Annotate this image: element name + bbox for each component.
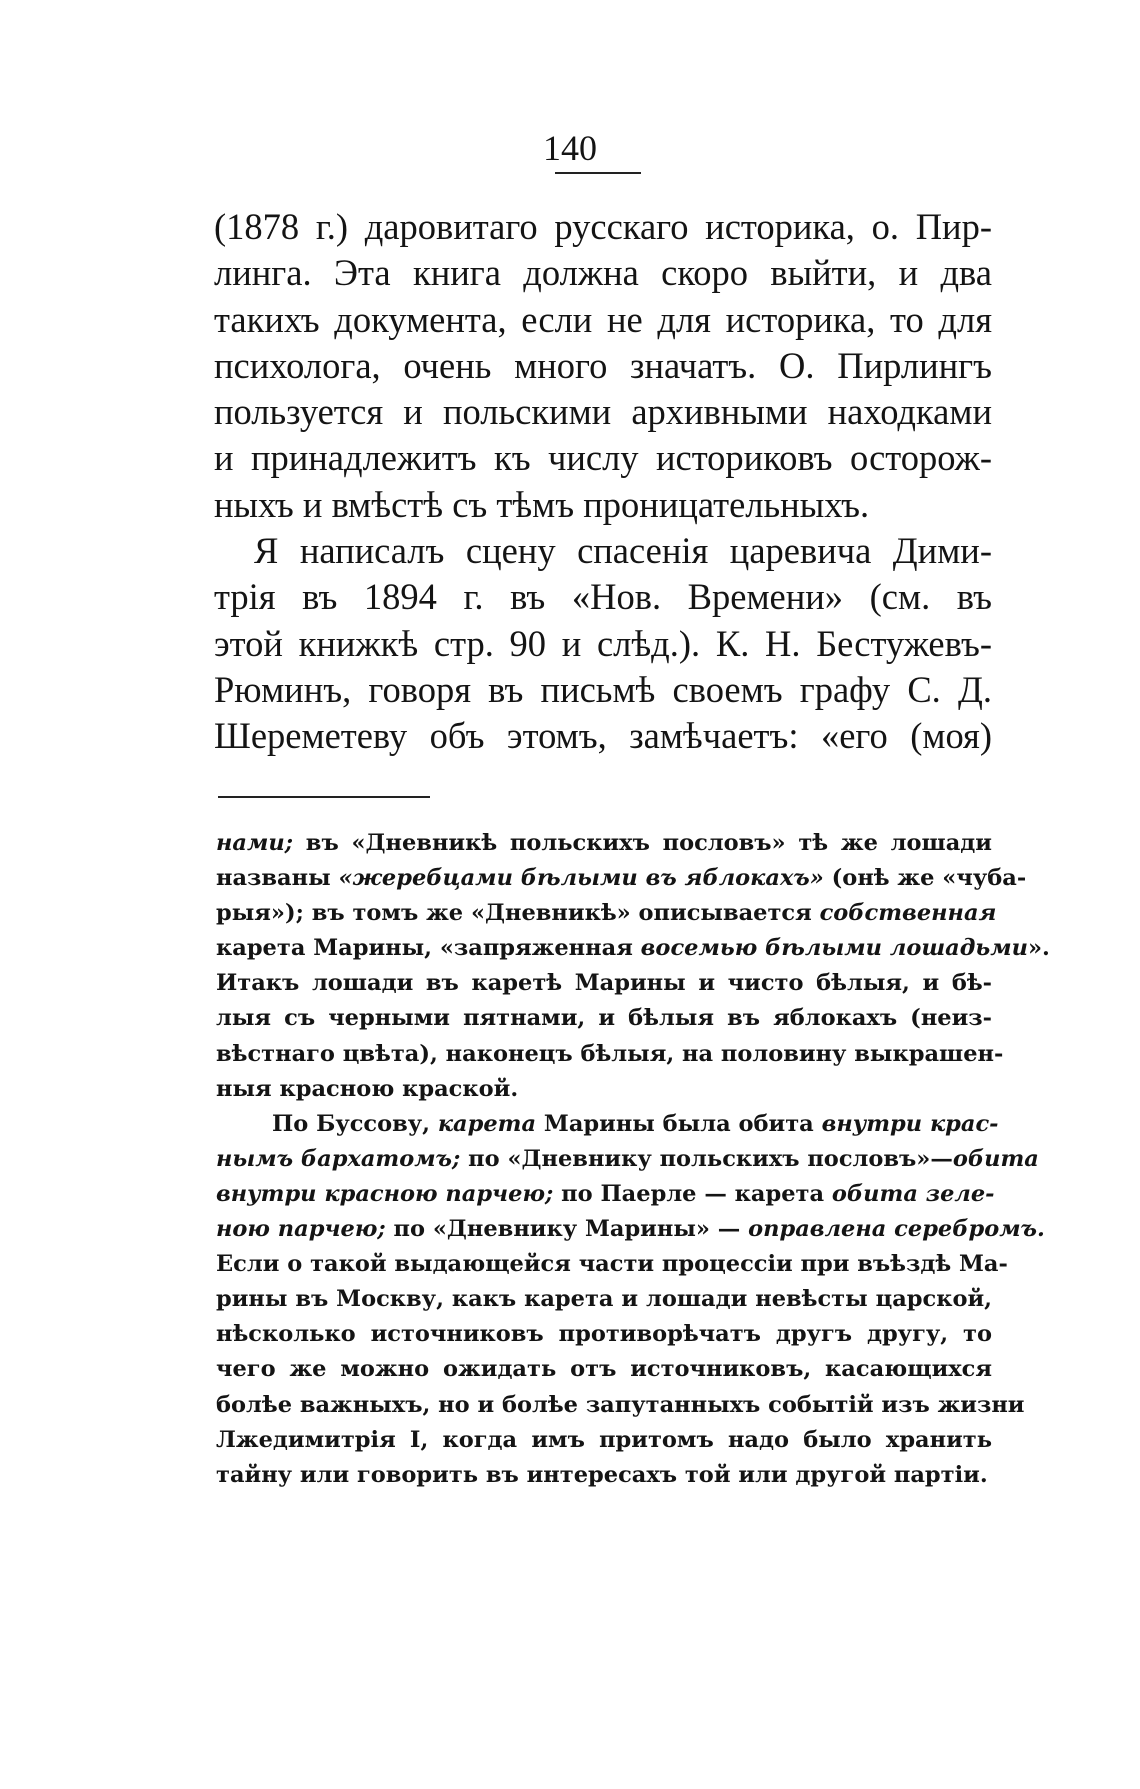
footnote-segment: рины въ Москву, какъ карета и лошади невѣсты царской, xyxy=(216,1286,992,1313)
footnote-line xyxy=(216,1212,1045,1247)
footnote-segment: нѣсколько источниковъ противорѣчатъ другъ другу, то xyxy=(216,1321,992,1348)
main-text-line: ныхъ и вмѣстѣ съ тѣмъ проницательныхъ. xyxy=(214,483,870,525)
page-number-underline xyxy=(555,172,641,174)
footnote-line xyxy=(216,1388,1025,1423)
footnote-separator xyxy=(218,796,430,798)
footnote-segment: лыя съ черными пятнами, и бѣлыя въ яблокахъ (неиз- xyxy=(216,1005,992,1032)
footnote-segment: чего же можно ожидать отъ источниковъ, касающихся xyxy=(216,1356,992,1383)
footnote-line xyxy=(216,1247,1008,1282)
footnote-body xyxy=(216,826,1050,1493)
footnote-italic-segment: оправлена серебромъ. xyxy=(748,1216,1045,1243)
footnote-segment: ныя красною краской. xyxy=(216,1075,519,1102)
footnote-segment: Итакъ лошади въ каретѣ Марины и чисто бѣлыя, и бѣ- xyxy=(216,970,992,997)
main-text-body xyxy=(214,204,992,760)
footnote-segment: болѣе важныхъ, но и болѣе запутанныхъ событій изъ жизни xyxy=(216,1391,1025,1418)
footnote-line xyxy=(216,1037,1004,1072)
footnote-italic-segment: обита xyxy=(952,1145,1039,1172)
footnote-line xyxy=(216,931,1050,966)
main-text-line: и принадлежитъ къ числу историковъ осторож- xyxy=(214,437,992,479)
footnote-segment: по «Дневнику польскихъ пословъ»— xyxy=(460,1145,953,1172)
main-text-line: линга. Эта книга должна скоро выйти, и два xyxy=(214,252,992,294)
page-number: 140 xyxy=(543,128,597,168)
footnote-line xyxy=(216,1458,992,1493)
footnote-italic-segment: внутри красною парчею; xyxy=(216,1180,554,1207)
main-text-line: такихъ документа, если не для историка, то для xyxy=(214,298,992,340)
main-text-line: пользуется и польскими архивными находками xyxy=(214,391,992,433)
main-text-line: трія въ 1894 г. въ «Нов. Времени» (см. въ xyxy=(214,576,992,618)
footnote-line xyxy=(216,861,1027,896)
footnote-italic-segment: «жеребцами бѣлыми въ яблокахъ» xyxy=(338,865,824,892)
footnote-segment: вѣстнаго цвѣта), наконецъ бѣлыя, на половину выкрашен- xyxy=(216,1040,1004,1067)
footnote-italic-segment: нымъ бархатомъ; xyxy=(216,1145,461,1172)
footnote-line xyxy=(216,1072,992,1107)
footnote-segment: ». xyxy=(1027,935,1050,962)
footnote-segment: по «Дневнику Марины» — xyxy=(385,1216,749,1243)
footnote-segment: карета Марины, «запряженная xyxy=(216,935,641,962)
footnote-line xyxy=(216,966,992,1001)
footnote-segment: названы xyxy=(216,865,339,892)
footnote-italic-segment: обита зеле- xyxy=(831,1180,995,1207)
footnote-segment: въ «Дневникѣ польскихъ пословъ» тѣ же лошади xyxy=(293,830,992,856)
footnote-segment: Марины была обита xyxy=(536,1110,822,1137)
footnote-line xyxy=(216,1423,992,1458)
footnote-italic-segment: восемью бѣлыми лошадьми xyxy=(640,935,1028,962)
footnote-segment: по Паерле — карета xyxy=(553,1180,832,1207)
footnote-italic-segment: собственная xyxy=(819,900,997,927)
footnote-segment: тайну или говорить въ интересахъ той или другой партіи. xyxy=(216,1461,988,1488)
footnote-line xyxy=(216,1317,992,1352)
main-text-line: психолога, очень много значатъ. О. Пирлингъ xyxy=(214,344,992,386)
footnote-segment: Лжедимитрія I, когда имъ притомъ надо было хранить xyxy=(216,1426,992,1453)
main-text-line: (1878 г.) даровитаго русскаго историка, о. Пир- xyxy=(214,206,992,247)
footnote-segment: рыя»); въ томъ же «Дневникѣ» описывается xyxy=(216,900,820,927)
footnote-italic-segment: нами; xyxy=(216,830,294,856)
footnote-italic-segment: карета xyxy=(437,1110,537,1137)
main-text-line: Я написалъ сцену спасенія царевича Дими- xyxy=(254,530,992,572)
main-text-line: Рюминъ, говоря въ письмѣ своемъ графу С. Д. xyxy=(214,668,992,710)
footnote-line xyxy=(216,896,997,931)
footnote-segment: По Буссову, xyxy=(272,1110,438,1137)
footnote-line xyxy=(216,826,992,861)
footnote-segment: (онѣ же «чуба- xyxy=(823,865,1027,892)
main-text-line: этой книжкѣ стр. 90 и слѣд.). К. Н. Бестужевъ- xyxy=(214,622,992,664)
footnote-line xyxy=(216,1282,992,1317)
footnote-line xyxy=(216,1001,992,1036)
footnote-line xyxy=(216,1177,995,1212)
footnote-line xyxy=(216,1352,992,1387)
footnote-line xyxy=(216,1107,999,1142)
footnote-italic-segment: внутри крас- xyxy=(821,1110,999,1137)
footnote-italic-segment: ною парчею; xyxy=(216,1216,386,1243)
footnote-segment: Если о такой выдающейся части процессіи при въѣздѣ Ма- xyxy=(216,1251,1008,1278)
footnote-line xyxy=(216,1142,1039,1177)
main-text-line: Шереметеву объ этомъ, замѣчаетъ: «его (моя) xyxy=(214,715,992,757)
